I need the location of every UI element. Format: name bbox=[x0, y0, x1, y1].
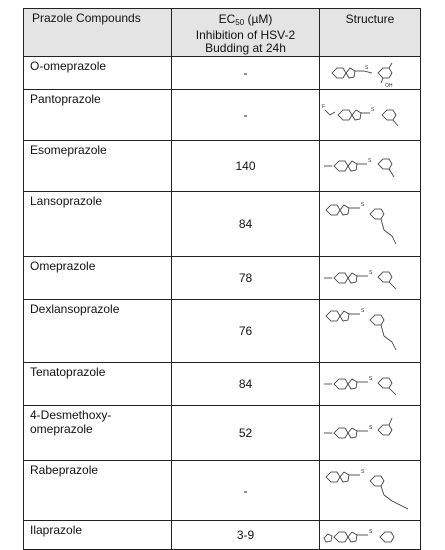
table-row bbox=[24, 90, 421, 141]
structure-image bbox=[320, 521, 421, 550]
header-ec-line3: Budding at 24h bbox=[205, 41, 286, 55]
header-row bbox=[24, 9, 421, 57]
structure-image bbox=[320, 406, 421, 461]
ec50-value: 52 bbox=[172, 406, 320, 461]
header-ec-unit: (µM) bbox=[244, 12, 273, 26]
header-ec-prefix: EC bbox=[218, 12, 236, 26]
ec50-value: 78 bbox=[172, 257, 320, 300]
structure-image bbox=[320, 300, 421, 363]
chemical-structure-icon bbox=[320, 90, 420, 140]
table-row bbox=[24, 300, 421, 363]
svg-text:S: S bbox=[368, 158, 372, 164]
ec50-value: - bbox=[172, 90, 320, 141]
svg-text:F: F bbox=[322, 104, 326, 110]
compound-name: O-omeprazole bbox=[24, 57, 172, 90]
header-ec-sub: 50 bbox=[235, 18, 245, 27]
table-row bbox=[24, 57, 421, 90]
svg-text:S: S bbox=[369, 529, 373, 535]
ec50-value: - bbox=[172, 461, 320, 521]
structure-image bbox=[320, 461, 421, 521]
svg-text:S: S bbox=[369, 270, 373, 276]
structure-image bbox=[320, 257, 421, 300]
header-compound: Prazole Compounds bbox=[24, 9, 172, 57]
table-row bbox=[24, 521, 421, 550]
compound-name: Tenatoprazole bbox=[24, 363, 172, 406]
svg-text:S: S bbox=[369, 376, 373, 382]
svg-text:S: S bbox=[361, 469, 365, 475]
compound-name: 4-Desmethoxy-omeprazole bbox=[24, 406, 172, 461]
compound-name: Esomeprazole bbox=[24, 141, 172, 192]
table-row bbox=[24, 461, 421, 521]
chemical-structure-icon bbox=[320, 461, 420, 520]
compound-name: Pantoprazole bbox=[24, 90, 172, 141]
compound-name: Omeprazole bbox=[24, 257, 172, 300]
header-ec-line2: Inhibition of HSV-2 bbox=[195, 28, 296, 42]
compound-name: Dexlansoprazole bbox=[24, 300, 172, 363]
structure-image bbox=[320, 57, 421, 90]
chemical-structure-icon bbox=[320, 57, 420, 89]
chemical-structure-icon bbox=[320, 141, 420, 191]
chemical-structure-icon bbox=[320, 257, 420, 299]
structure-image bbox=[320, 90, 421, 141]
svg-text:S: S bbox=[361, 202, 365, 208]
svg-text:S: S bbox=[365, 65, 369, 71]
structure-image bbox=[320, 141, 421, 192]
chemical-structure-icon bbox=[320, 192, 420, 256]
table-row bbox=[24, 363, 421, 406]
table-row bbox=[24, 141, 421, 192]
svg-text:OH: OH bbox=[385, 83, 393, 89]
structure-image bbox=[320, 363, 421, 406]
compound-name: Lansoprazole bbox=[24, 192, 172, 257]
ec50-value: 140 bbox=[172, 141, 320, 192]
ec50-value: - bbox=[172, 57, 320, 90]
compound-name: Ilaprazole bbox=[24, 521, 172, 550]
ec50-value: 84 bbox=[172, 363, 320, 406]
svg-text:S: S bbox=[371, 107, 375, 113]
chemical-structure-icon bbox=[320, 406, 420, 460]
table-row bbox=[24, 257, 421, 300]
ec50-value: 84 bbox=[172, 192, 320, 257]
ec50-value: 3-9 bbox=[172, 521, 320, 550]
header-structure: Structure bbox=[320, 9, 421, 57]
chemical-structure-icon bbox=[320, 363, 420, 405]
svg-text:S: S bbox=[369, 425, 373, 431]
table-row bbox=[24, 192, 421, 257]
compound-table bbox=[23, 8, 421, 550]
svg-text:S: S bbox=[361, 308, 365, 314]
chemical-structure-icon bbox=[320, 300, 420, 362]
chemical-structure-icon bbox=[320, 521, 420, 549]
header-ec50 bbox=[172, 9, 320, 57]
ec50-value: 76 bbox=[172, 300, 320, 363]
structure-image bbox=[320, 192, 421, 257]
compound-name: Rabeprazole bbox=[24, 461, 172, 521]
table-row bbox=[24, 406, 421, 461]
